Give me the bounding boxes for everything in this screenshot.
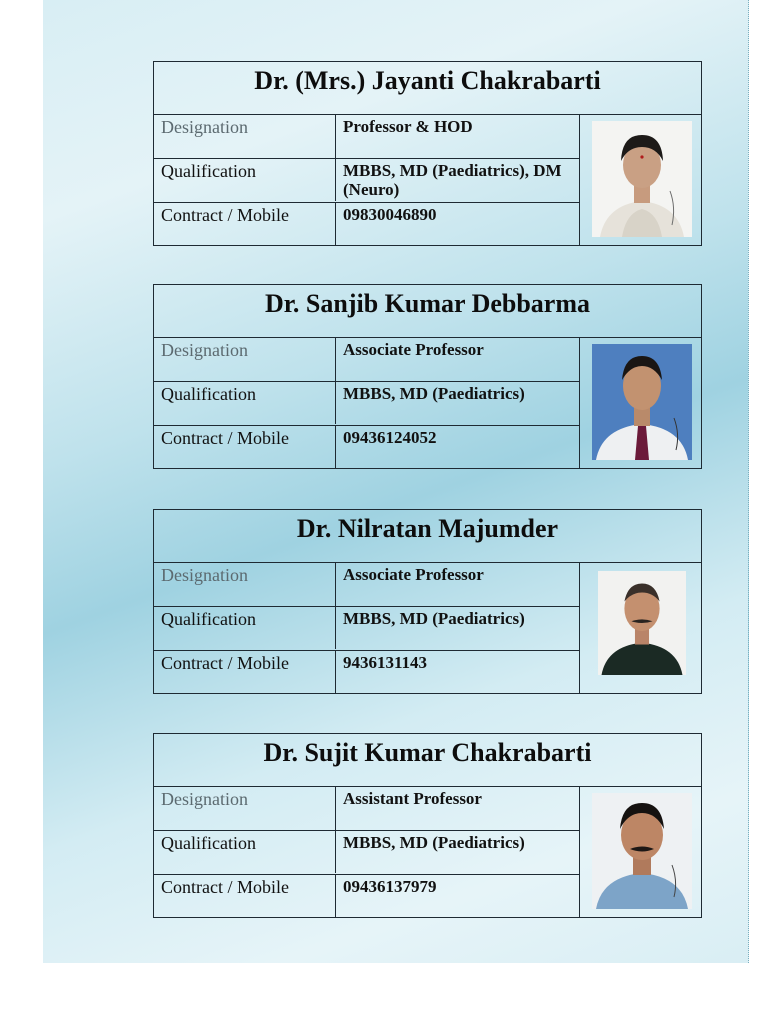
photo-cell: [579, 115, 701, 245]
contact-row: [154, 874, 579, 917]
doctor-card-2: [153, 284, 702, 469]
photo-cell: [579, 563, 701, 693]
doctor-photo: [592, 344, 692, 460]
designation-row: [154, 563, 579, 606]
qualification-row: [154, 830, 579, 873]
doctor-name: Dr. Nilratan Majumder: [154, 510, 701, 563]
designation-label: Designation: [154, 563, 336, 606]
qualification-value: MBBS, MD (Paediatrics), DM (Neuro): [343, 161, 562, 199]
doctor-name: Dr. Sujit Kumar Chakrabarti: [154, 734, 701, 787]
designation-row: [154, 787, 579, 830]
doctor-photo: [592, 121, 692, 237]
qualification-label: Qualification: [154, 831, 336, 873]
doctor-name: Dr. Sanjib Kumar Debbarma: [154, 285, 701, 338]
contact-value: 09436137979: [343, 877, 437, 896]
contact-value: 09436124052: [343, 428, 437, 447]
photo-cell: [579, 338, 701, 468]
doctor-name: Dr. (Mrs.) Jayanti Chakrabarti: [154, 62, 701, 115]
contact-value: 9436131143: [343, 653, 428, 672]
designation-value: Associate Professor: [343, 340, 484, 359]
qualification-label: Qualification: [154, 382, 336, 424]
qualification-row: [154, 158, 579, 201]
doctor-card-3: [153, 509, 702, 694]
qualification-label: Qualification: [154, 607, 336, 649]
designation-row: [154, 115, 579, 158]
doctor-photo: [592, 793, 692, 909]
designation-label: Designation: [154, 338, 336, 381]
qualification-row: [154, 606, 579, 649]
qualification-row: [154, 381, 579, 424]
qualification-value: MBBS, MD (Paediatrics): [343, 833, 525, 852]
contact-label: Contract / Mobile: [154, 203, 336, 245]
contact-row: [154, 425, 579, 468]
designation-value: Associate Professor: [343, 565, 484, 584]
contact-row: [154, 202, 579, 245]
doctor-card-4: [153, 733, 702, 918]
doctor-card-1: [153, 61, 702, 246]
qualification-label: Qualification: [154, 159, 336, 201]
qualification-value: MBBS, MD (Paediatrics): [343, 609, 525, 628]
doctor-photo: [598, 571, 686, 675]
designation-label: Designation: [154, 787, 336, 830]
contact-row: [154, 650, 579, 693]
designation-row: [154, 338, 579, 381]
contact-label: Contract / Mobile: [154, 875, 336, 917]
contact-label: Contract / Mobile: [154, 426, 336, 468]
qualification-value: MBBS, MD (Paediatrics): [343, 384, 525, 403]
designation-label: Designation: [154, 115, 336, 158]
faculty-page: [43, 0, 749, 963]
designation-value: Assistant Professor: [343, 789, 482, 808]
contact-value: 09830046890: [343, 205, 437, 224]
contact-label: Contract / Mobile: [154, 651, 336, 693]
photo-cell: [579, 787, 701, 917]
designation-value: Professor & HOD: [343, 117, 473, 136]
